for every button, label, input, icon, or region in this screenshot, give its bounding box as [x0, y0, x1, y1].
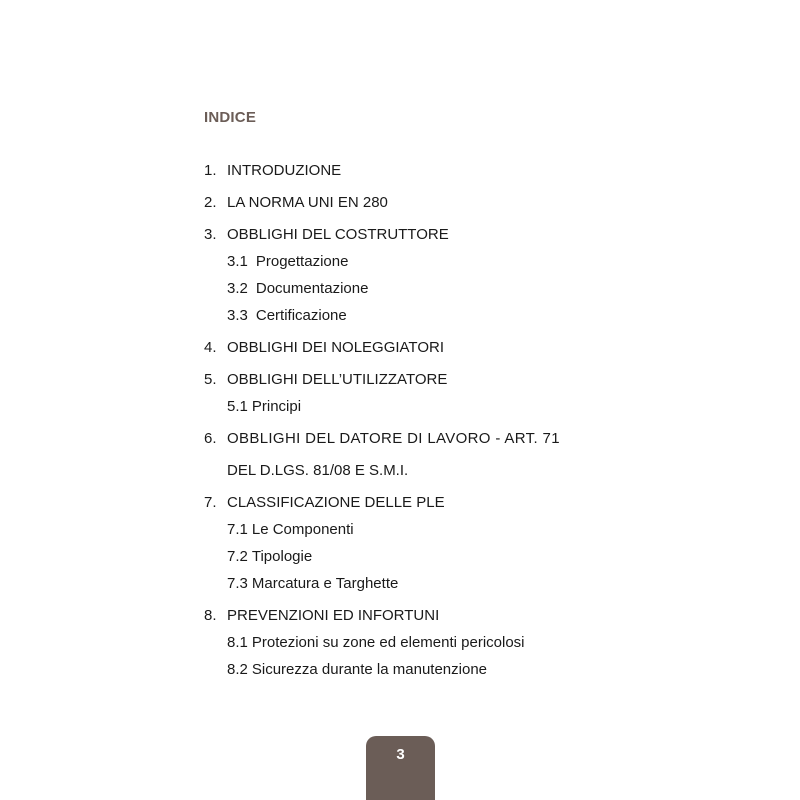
toc-subentry-number: 5.1: [227, 398, 248, 415]
toc-subentry-5-1: [227, 398, 301, 416]
toc-subentry-title: Le Componenti: [251, 521, 354, 538]
toc-subentry-8-2: [227, 661, 487, 679]
toc-subentry-number: 7.3: [227, 575, 248, 592]
toc-entry-6: [204, 430, 560, 448]
toc-subentry-number: 8.2: [227, 661, 248, 678]
toc-entry-title: OBBLIGHI DELL’UTILIZZATORE: [227, 371, 448, 388]
toc-entry-title: LA NORMA UNI EN 280: [227, 194, 388, 211]
toc-subentry-title: Tipologie: [251, 548, 313, 565]
toc-subentry-3-3: [227, 307, 347, 325]
toc-entry-number: 8.: [204, 607, 217, 624]
toc-entry-7: [204, 494, 445, 512]
toc-entry-8: [204, 607, 439, 625]
toc-subentry-title: Documentazione: [255, 280, 369, 297]
toc-entry-number: 2.: [204, 194, 217, 211]
page-number-tab: [366, 736, 435, 800]
toc-entry-title: CLASSIFICAZIONE DELLE PLE: [227, 494, 445, 511]
toc-entry-number: 6.: [204, 430, 217, 447]
toc-entry-4: [204, 339, 444, 357]
toc-subentry-3-2: [227, 280, 368, 298]
page-number: 3: [396, 746, 405, 763]
toc-subentry-7-2: [227, 548, 312, 566]
toc-entry-3: [204, 226, 449, 244]
toc-subentry-title: Progettazione: [255, 253, 349, 270]
toc-entry-title: INTRODUZIONE: [227, 162, 342, 179]
toc-entry-1: [204, 162, 341, 180]
toc-subentry-title: Sicurezza durante la manutenzione: [251, 661, 488, 678]
toc-entry-number: 3.: [204, 226, 217, 243]
toc-subentry-7-1: [227, 521, 354, 539]
toc-entry-title: OBBLIGHI DEL DATORE DI LAVORO - ART. 71: [227, 430, 560, 447]
toc-subentry-7-3: [227, 575, 398, 593]
toc-entry-number: 5.: [204, 371, 217, 388]
toc-subentry-number: 3.3: [227, 307, 248, 324]
toc-subentry-3-1: [227, 253, 348, 271]
toc-subentry-8-1: [227, 634, 525, 652]
toc-subentry-number: 7.2: [227, 548, 248, 565]
toc-subentry-number: 8.1: [227, 634, 248, 651]
toc-entry-number: 7.: [204, 494, 217, 511]
toc-subentry-title: Principi: [251, 398, 302, 415]
toc-entry-2: [204, 194, 388, 212]
toc-entry-6-continuation: DEL D.LGS. 81/08 E S.M.I.: [227, 462, 409, 479]
toc-entry-number: 1.: [204, 162, 217, 179]
toc-subentry-number: 3.1: [227, 253, 248, 270]
toc-subentry-title: Certificazione: [255, 307, 347, 324]
toc-entry-title: OBBLIGHI DEL COSTRUTTORE: [227, 226, 449, 243]
toc-entry-title: OBBLIGHI DEI NOLEGGIATORI: [227, 339, 444, 356]
toc-entry-number: 4.: [204, 339, 217, 356]
toc-subentry-number: 3.2: [227, 280, 248, 297]
toc-subentry-title: Marcatura e Targhette: [251, 575, 399, 592]
toc-entry-title: PREVENZIONI ED INFORTUNI: [227, 607, 440, 624]
index-heading: INDICE: [204, 109, 257, 126]
toc-subentry-number: 7.1: [227, 521, 248, 538]
toc-subentry-title: Protezioni su zone ed elementi pericolosi: [251, 634, 525, 651]
toc-entry-5: [204, 371, 447, 389]
